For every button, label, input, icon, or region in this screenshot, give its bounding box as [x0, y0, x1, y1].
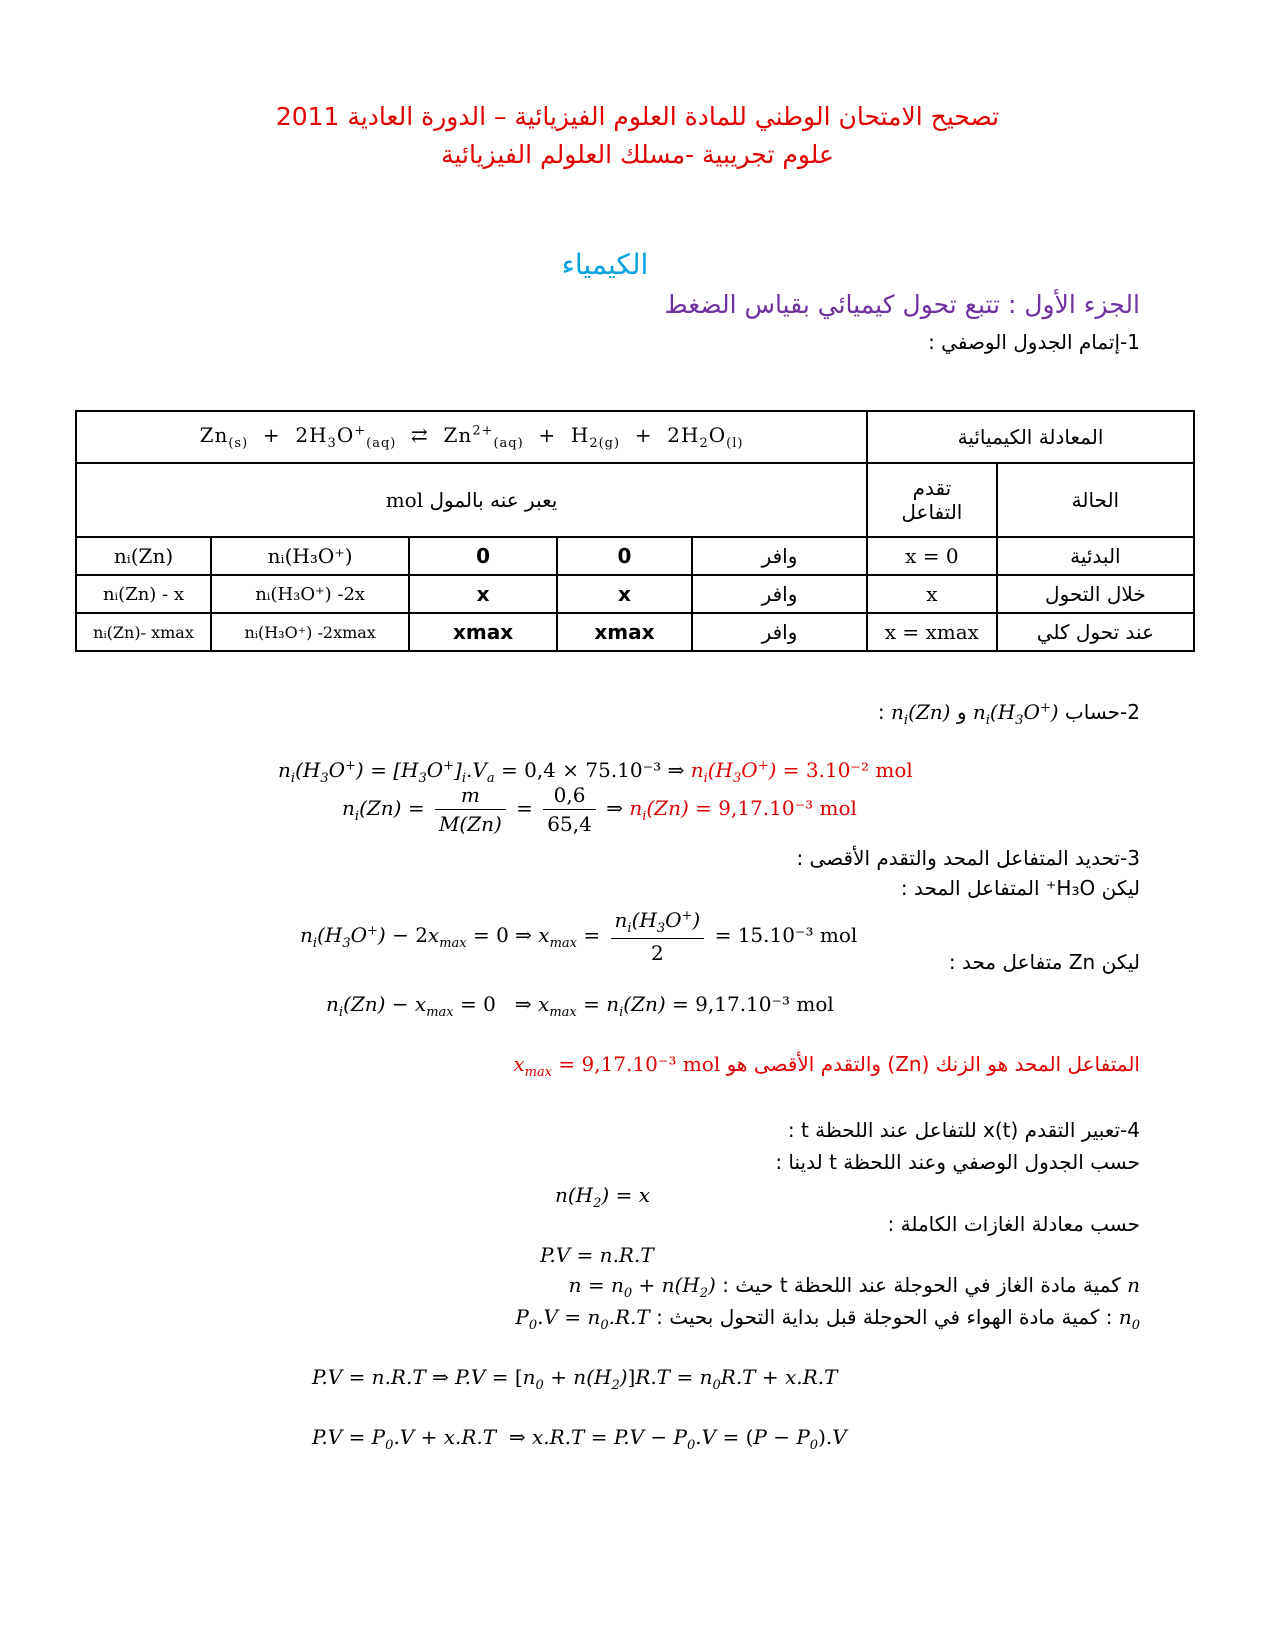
equation-derivation-1: P.V = n.R.T ⇒ $P.V = [n_0 + n(H_2)]R.T = n_0R.T + x.R.T$	[312, 1365, 838, 1393]
section-title: الكيمياء	[561, 248, 649, 281]
question-3-case-1: ليكن H₃O⁺ المتفاعل المحد :	[900, 876, 1140, 900]
equation-xmax-zn: $n_i(Zn) - x_{max} = 0$ ⇒ $x_{max} = n_i(Zn) = 9,17.10^{-3}$ mol	[326, 992, 834, 1020]
equation-n-zn: $n_i(Zn)$ = $\frac{m}{M(Zn)}$ = $\frac{0,6}{65,4}$ ⇒ $n_i(Zn) = 9,17.10^{-3}$ mol	[342, 783, 857, 836]
cell-progress: x = 0	[867, 537, 997, 575]
equation-ideal-gas: P.V = n.R.T	[540, 1243, 654, 1267]
question-3-conclusion: المتفاعل المحد هو الزنك (Zn) والتقدم الأقصى هو $x_{max} = 9,17.10^{-3}$ mol	[513, 1052, 1140, 1080]
cell-h3o: nᵢ(H₃O⁺) -2x	[211, 575, 409, 613]
question-1: 1-إتمام الجدول الوصفي :	[928, 330, 1140, 354]
cell-zn2: 0	[409, 537, 557, 575]
question-3-case-2: ليكن Zn متفاعل محد :	[948, 950, 1140, 974]
equation-n-h2: $n(H_2) = x$	[555, 1183, 650, 1211]
question-4-line-2: حسب معادلة الغازات الكاملة :	[887, 1212, 1140, 1236]
part-title: الجزء الأول : تتبع تحول كيميائي بقياس الضغط	[664, 290, 1140, 319]
definition-n0: $n_0$ : كمية مادة الهواء في الحوجلة قبل بداية التحول بحيث : $P_0.V = n_0.R.T$	[515, 1305, 1140, 1333]
cell-state: عند تحول كلي	[997, 613, 1194, 651]
cell-zn: nᵢ(Zn)- xmax	[76, 613, 211, 651]
unit-note: mol يعبر عنه بالمول	[76, 463, 867, 537]
table-row	[76, 575, 1194, 613]
cell-h2: 0	[557, 537, 692, 575]
question-4-line-1: حسب الجدول الوصفي وعند اللحظة t لدينا :	[775, 1150, 1140, 1174]
equation-label: المعادلة الكيميائية	[867, 411, 1194, 463]
table-row	[76, 613, 1194, 651]
cell-h2: xmax	[557, 613, 692, 651]
equation-derivation-2: $P.V = P_0.V + x.R.T$ ⇒ $x.R.T = P.V - P_0.V = (P - P_0).V$	[312, 1425, 847, 1453]
cell-water: وافر	[692, 575, 867, 613]
cell-h2: x	[557, 575, 692, 613]
cell-state: البدئية	[997, 537, 1194, 575]
question-4: 4-تعبير التقدم x(t) للتفاعل عند اللحظة t :	[787, 1118, 1140, 1142]
equation-n-h3o: $n_i(H_3O^+) = [H_3O^+]_i.V_a = 0,4 \times 75.10^{-3}$ ⇒ $n_i(H_3O^+) = 3.10^{-2}$ mol	[278, 758, 913, 786]
cell-zn: nᵢ(Zn)	[76, 537, 211, 575]
cell-h3o: nᵢ(H₃O⁺)	[211, 537, 409, 575]
cell-zn2: xmax	[409, 613, 557, 651]
cell-h3o: nᵢ(H₃O⁺) -2xmax	[211, 613, 409, 651]
cell-zn2: x	[409, 575, 557, 613]
state-label: الحالة	[997, 463, 1194, 537]
cell-water: وافر	[692, 537, 867, 575]
question-2: 2-حساب $n_i(H_3O^+)$ و $n_i(Zn)$ :	[877, 700, 1140, 728]
table-row	[76, 537, 1194, 575]
progress-label: تقدم التفاعل	[867, 463, 997, 537]
question-3: 3-تحديد المتفاعل المحد والتقدم الأقصى :	[796, 846, 1140, 870]
cell-state: خلال التحول	[997, 575, 1194, 613]
cell-zn: nᵢ(Zn) - x	[76, 575, 211, 613]
cell-progress: x = xmax	[867, 613, 997, 651]
title-line-2: علوم تجريبية -مسلك العلولم الفيزيائية	[441, 140, 834, 169]
title-line-1: تصحيح الامتحان الوطني للمادة العلوم الفيزيائية – الدورة العادية 2011	[275, 102, 1000, 131]
cell-water: وافر	[692, 613, 867, 651]
definition-n: n كمية مادة الغاز في الحوجلة عند اللحظة t حيث : $n = n_0 + n(H_2)$	[568, 1273, 1140, 1301]
cell-progress: x	[867, 575, 997, 613]
descriptive-table	[75, 410, 1195, 652]
equation-xmax-h3o: $n_i(H_3O^+) - 2x_{max} = 0$ ⇒ $x_{max}$ = $\frac{n_i(H_3O^+)}{2}$ = 15.10⁻³ mol	[300, 908, 858, 965]
reaction-equation: $Zn_{(s)} + 2H_3O^+_{(aq)}$ ⇄ $Zn^{2+}_{(aq)} + H_{2(g)} + 2H_2O_{(l)}$	[76, 411, 867, 463]
